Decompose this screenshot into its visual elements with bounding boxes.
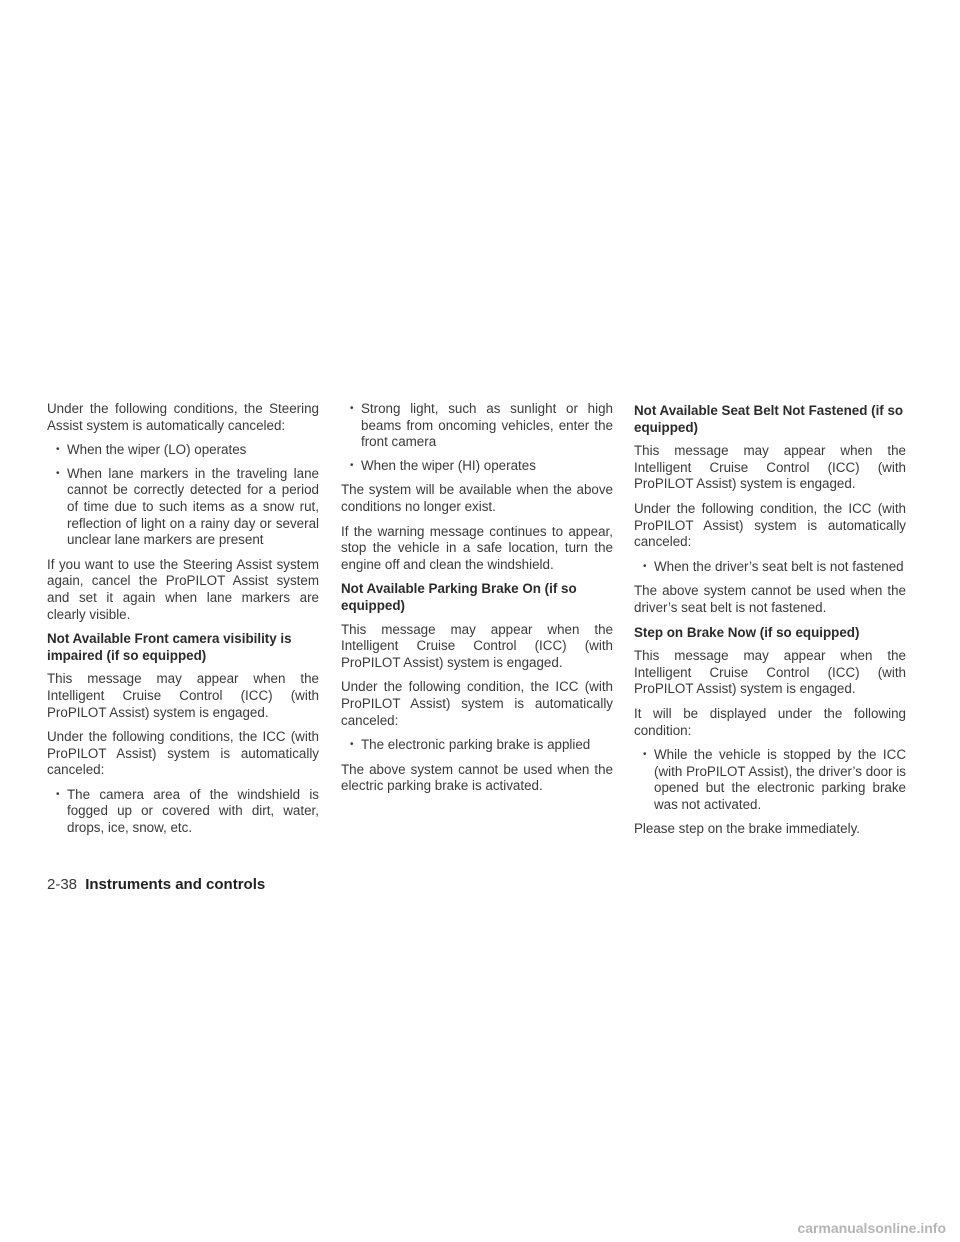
list-item: • When the wiper (LO) operates (47, 442, 319, 459)
paragraph: This message may appear when the Intelligent Cruise Control (ICC) (with ProPILOT Assist) system is engaged. (47, 671, 319, 720)
bullet-list (341, 401, 613, 474)
page-number: 2-38 (47, 876, 78, 893)
paragraph: It will be displayed under the following condition: (634, 705, 906, 738)
bullet-list (47, 787, 319, 837)
section-title: Instruments and controls (85, 876, 266, 893)
section-heading: Step on Brake Now (if so equipped) (634, 624, 860, 640)
list-item: • When the wiper (HI) operates (341, 458, 613, 475)
paragraph: Under the following condition, the ICC (with ProPILOT Assist) system is automatically canceled: (634, 500, 906, 550)
column-right (634, 403, 906, 846)
watermark: carmanualsonline.info (797, 1220, 946, 1236)
paragraph: This message may appear when the Intelligent Cruise Control (ICC) (with ProPILOT Assist) system is engaged. (634, 648, 906, 697)
paragraph: Under the following condition, the ICC (with ProPILOT Assist) system is automatically canceled: (341, 679, 613, 728)
bullet-list (47, 442, 319, 549)
section-heading: Not Available Seat Belt Not Fastened (if so equipped) (634, 403, 904, 435)
column-left (47, 401, 319, 845)
paragraph: The system will be available when the above conditions no longer exist. (341, 482, 613, 514)
list-item: • When the driver’s seat belt is not fastened (634, 559, 906, 576)
list-item: • When lane markers in the traveling lane cannot be correctly detected for a period of time due to such items as a snow rut, reflection of light on a rainy day or several unclear lane markers are present (47, 466, 319, 549)
intro-paragraph: Under the following conditions, the Steering Assist system is automatically canceled: (47, 401, 319, 433)
list-item: • The camera area of the windshield is fogged up or covered with dirt, water, drops, ice, snow, etc. (47, 787, 319, 837)
paragraph: The above system cannot be used when the driver’s seat belt is not fastened. (634, 583, 906, 615)
bullet-list (634, 747, 906, 813)
paragraph: Under the following conditions, the ICC (with ProPILOT Assist) system is automatically canceled: (47, 729, 319, 778)
bullet-list (634, 559, 906, 576)
list-item: • The electronic parking brake is applied (341, 737, 613, 754)
paragraph: If you want to use the Steering Assist system again, cancel the ProPILOT Assist system and set it again when lane markers are clearly visible. (47, 556, 319, 622)
section-heading: Not Available Parking Brake On (if so equipped) (341, 581, 577, 613)
paragraph: If the warning message continues to appear, stop the vehicle in a safe location, turn the engine off and clean the windshield. (341, 523, 613, 572)
list-item: • While the vehicle is stopped by the ICC (with ProPILOT Assist), the driver’s door is opened but the electronic parking brake was not activated. (634, 747, 906, 813)
paragraph: This message may appear when the Intelligent Cruise Control (ICC) (with ProPILOT Assist) system is engaged. (634, 443, 906, 492)
paragraph: This message may appear when the Intelligent Cruise Control (ICC) (with ProPILOT Assist) system is engaged. (341, 621, 613, 670)
column-middle (341, 401, 613, 803)
section-heading: Not Available Front camera visibility is impaired (if so equipped) (47, 631, 292, 663)
paragraph: The above system cannot be used when the electric parking brake is activated. (341, 761, 613, 794)
list-item: • Strong light, such as sunlight or high beams from oncoming vehicles, enter the front camera (341, 401, 613, 451)
bullet-list (341, 737, 613, 754)
page-footer (47, 876, 265, 893)
paragraph: Please step on the brake immediately. (634, 821, 861, 837)
